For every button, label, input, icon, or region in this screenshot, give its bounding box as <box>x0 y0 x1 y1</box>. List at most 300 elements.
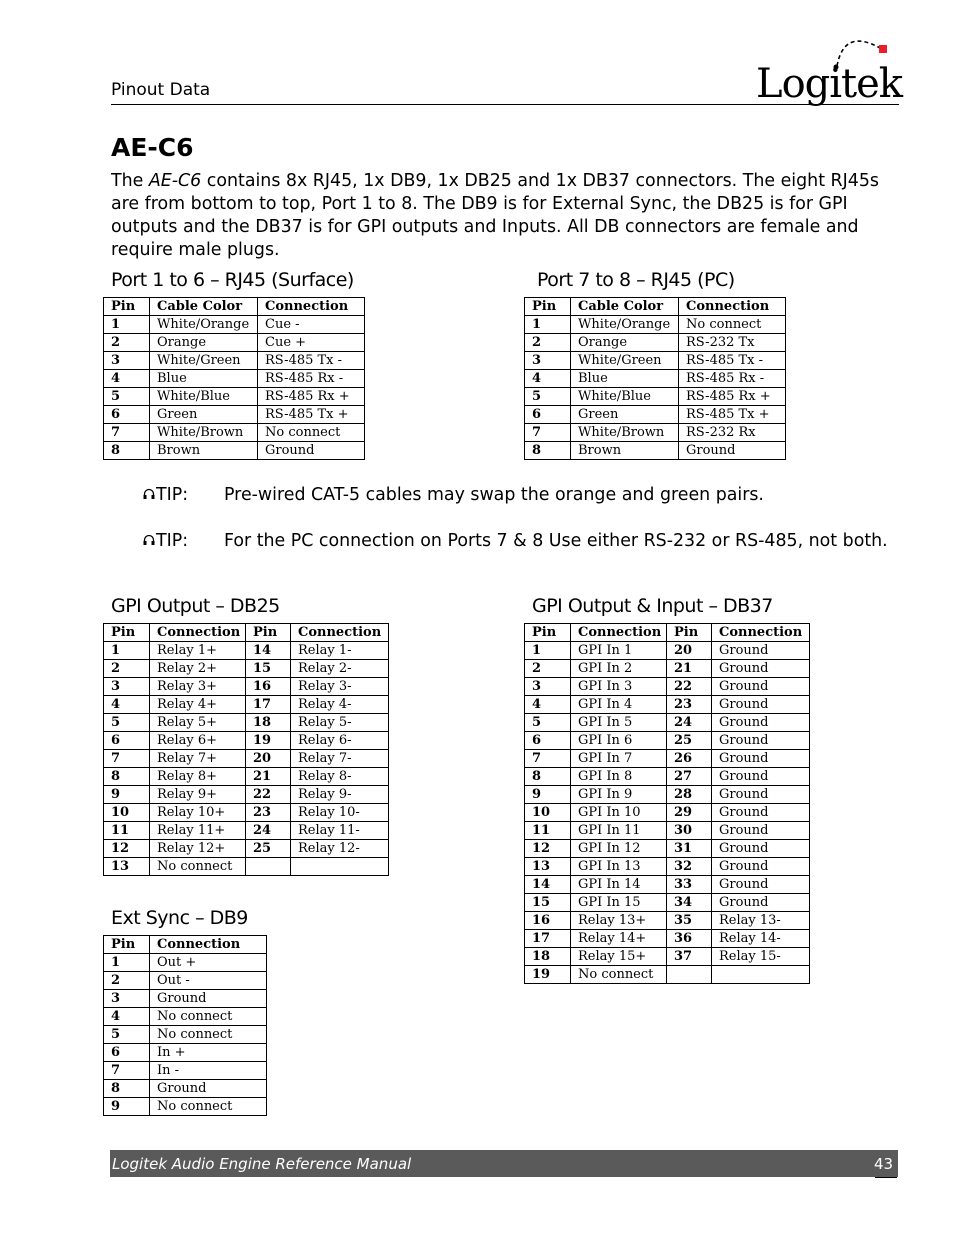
table-cell: 22 <box>667 678 712 696</box>
table-row <box>525 804 810 822</box>
table-cell: Relay 9- <box>291 786 389 804</box>
table-cell: White/Green <box>150 352 258 370</box>
table-row <box>525 948 810 966</box>
table-cell: 1 <box>525 642 571 660</box>
table-cell: Ground <box>712 732 810 750</box>
header-section-label: Pinout Data <box>111 80 211 100</box>
table-cell: 3 <box>104 990 150 1008</box>
table-cell: 5 <box>104 388 150 406</box>
table-cell: 8 <box>104 1080 150 1098</box>
table-row <box>525 786 810 804</box>
table-row <box>104 990 267 1008</box>
table-cell: Brown <box>571 442 679 460</box>
tip-label: TIP: <box>156 485 189 505</box>
table-cell: Relay 14+ <box>571 930 667 948</box>
table-cell: GPI In 4 <box>571 696 667 714</box>
table-cell: White/Orange <box>150 316 258 334</box>
table-cell: RS-232 Tx <box>679 334 786 352</box>
table-cell: 4 <box>525 696 571 714</box>
table-row <box>525 768 810 786</box>
table-cell: RS-485 Tx - <box>679 352 786 370</box>
table-cell: No connect <box>150 1098 267 1116</box>
table-cell: Ground <box>712 768 810 786</box>
table-cell: 7 <box>525 424 571 442</box>
table-cell: 26 <box>667 750 712 768</box>
column-header: Connection <box>258 298 365 316</box>
table-cell: No connect <box>258 424 365 442</box>
table-cell: Orange <box>571 334 679 352</box>
column-header: Pin <box>667 624 712 642</box>
table-cell: Ground <box>712 876 810 894</box>
table-db37 <box>524 623 810 984</box>
table-row <box>104 768 389 786</box>
table-cell: 30 <box>667 822 712 840</box>
table-cell: 11 <box>525 822 571 840</box>
table-row <box>104 786 389 804</box>
table-cell: 9 <box>104 1098 150 1116</box>
table-cell: Relay 1+ <box>150 642 246 660</box>
table-cell: RS-485 Tx + <box>258 406 365 424</box>
table-cell: 4 <box>525 370 571 388</box>
table-cell: No connect <box>150 1008 267 1026</box>
table-cell: 23 <box>667 696 712 714</box>
table-cell: 33 <box>667 876 712 894</box>
table-cell: Ground <box>150 1080 267 1098</box>
table-cell: Relay 2- <box>291 660 389 678</box>
table-cell: GPI In 12 <box>571 840 667 858</box>
table-cell: 6 <box>104 732 150 750</box>
table-cell: Cue + <box>258 334 365 352</box>
heading-db25: GPI Output – DB25 <box>111 595 280 617</box>
table-cell: Relay 12+ <box>150 840 246 858</box>
table-cell: 19 <box>246 732 291 750</box>
table-cell: Ground <box>712 750 810 768</box>
table-rj45-surface <box>103 297 365 460</box>
table-row <box>104 1008 267 1026</box>
table-cell: Relay 6- <box>291 732 389 750</box>
table-cell: 3 <box>104 352 150 370</box>
table-cell: GPI In 5 <box>571 714 667 732</box>
table-cell: GPI In 14 <box>571 876 667 894</box>
table-cell: 4 <box>104 370 150 388</box>
table-cell: 20 <box>246 750 291 768</box>
table-header-row <box>104 624 389 642</box>
table-cell: 18 <box>525 948 571 966</box>
table-cell: 32 <box>667 858 712 876</box>
table-cell: Relay 9+ <box>150 786 246 804</box>
table-cell: Ground <box>712 786 810 804</box>
table-cell: Relay 15- <box>712 948 810 966</box>
table-cell: 29 <box>667 804 712 822</box>
table-cell: Ground <box>679 442 786 460</box>
table-cell: 8 <box>525 768 571 786</box>
table-cell: 17 <box>525 930 571 948</box>
table-cell: 8 <box>525 442 571 460</box>
table-cell: 23 <box>246 804 291 822</box>
table-row <box>525 858 810 876</box>
table-cell: 20 <box>667 642 712 660</box>
table-cell: 3 <box>104 678 150 696</box>
table-row <box>104 370 365 388</box>
table-cell: Blue <box>571 370 679 388</box>
table-header-row <box>525 624 810 642</box>
table-cell: Relay 2+ <box>150 660 246 678</box>
table-cell: 27 <box>667 768 712 786</box>
table-cell: 7 <box>104 750 150 768</box>
table-cell: Relay 1- <box>291 642 389 660</box>
headphones-icon <box>143 531 156 551</box>
table-cell: 12 <box>104 840 150 858</box>
table-cell: Ground <box>712 714 810 732</box>
table-row <box>104 442 365 460</box>
column-header: Pin <box>104 298 150 316</box>
column-header: Connection <box>291 624 389 642</box>
table-cell: Relay 5+ <box>150 714 246 732</box>
table-cell: Relay 13+ <box>571 912 667 930</box>
table-cell: Relay 3- <box>291 678 389 696</box>
table-cell: 6 <box>525 732 571 750</box>
table-cell: Ground <box>712 840 810 858</box>
table-cell: RS-485 Rx + <box>679 388 786 406</box>
heading-rj45-surface: Port 1 to 6 – RJ45 (Surface) <box>111 269 354 291</box>
table-cell: 3 <box>525 678 571 696</box>
table-cell: Ground <box>712 696 810 714</box>
table-cell: 5 <box>104 714 150 732</box>
table-cell: 9 <box>525 786 571 804</box>
table-cell: White/Brown <box>571 424 679 442</box>
table-cell: 8 <box>104 768 150 786</box>
table-cell: GPI In 3 <box>571 678 667 696</box>
table-cell: Ground <box>712 822 810 840</box>
table-cell: Relay 6+ <box>150 732 246 750</box>
table-cell: 18 <box>246 714 291 732</box>
table-cell: 9 <box>104 786 150 804</box>
table-row <box>104 1080 267 1098</box>
table-cell: GPI In 11 <box>571 822 667 840</box>
column-header: Pin <box>246 624 291 642</box>
table-cell: 37 <box>667 948 712 966</box>
table-cell: Relay 7+ <box>150 750 246 768</box>
table-cell: 2 <box>104 972 150 990</box>
table-cell: Relay 13- <box>712 912 810 930</box>
table-cell: GPI In 10 <box>571 804 667 822</box>
table-cell: 1 <box>104 642 150 660</box>
table-cell: 5 <box>525 388 571 406</box>
table-cell: 5 <box>525 714 571 732</box>
table-cell <box>291 858 389 876</box>
table-cell: Cue - <box>258 316 365 334</box>
table-cell: RS-485 Tx + <box>679 406 786 424</box>
table-cell: 11 <box>104 822 150 840</box>
table-cell: 17 <box>246 696 291 714</box>
table-cell: 34 <box>667 894 712 912</box>
table-cell: 28 <box>667 786 712 804</box>
table-cell: Relay 4+ <box>150 696 246 714</box>
table-cell: 2 <box>104 334 150 352</box>
table-cell: No connect <box>150 1026 267 1044</box>
heading-rj45-pc: Port 7 to 8 – RJ45 (PC) <box>537 269 735 291</box>
table-row <box>525 714 810 732</box>
tip-2 <box>143 531 188 551</box>
headphones-icon <box>143 485 156 505</box>
table-header-row <box>104 298 365 316</box>
table-cell: GPI In 13 <box>571 858 667 876</box>
table-row <box>104 696 389 714</box>
table-row <box>525 642 810 660</box>
table-row <box>104 804 389 822</box>
table-cell: RS-485 Rx - <box>258 370 365 388</box>
table-row <box>104 750 389 768</box>
table-cell: White/Green <box>571 352 679 370</box>
table-row <box>525 316 786 334</box>
table-cell: 36 <box>667 930 712 948</box>
table-cell: 31 <box>667 840 712 858</box>
table-cell <box>667 966 712 984</box>
table-cell: Relay 4- <box>291 696 389 714</box>
footer-page-number: 43 <box>874 1155 894 1173</box>
table-cell: 1 <box>525 316 571 334</box>
table-cell: White/Orange <box>571 316 679 334</box>
table-cell: 13 <box>525 858 571 876</box>
table-cell: 24 <box>246 822 291 840</box>
table-row <box>525 442 786 460</box>
heading-db37: GPI Output & Input – DB37 <box>532 595 773 617</box>
table-cell: 8 <box>104 442 150 460</box>
table-cell: GPI In 8 <box>571 768 667 786</box>
table-cell: 15 <box>246 660 291 678</box>
table-row <box>104 678 389 696</box>
table-row <box>104 1044 267 1062</box>
table-row <box>104 334 365 352</box>
column-header: Cable Color <box>571 298 679 316</box>
tip-1-text: Pre-wired CAT-5 cables may swap the orange and green pairs. <box>224 485 764 505</box>
table-cell: 21 <box>246 768 291 786</box>
table-row <box>525 840 810 858</box>
table-cell: Relay 7- <box>291 750 389 768</box>
table-cell: Ground <box>712 894 810 912</box>
table-cell: Orange <box>150 334 258 352</box>
column-header: Cable Color <box>150 298 258 316</box>
table-cell: Green <box>150 406 258 424</box>
table-row <box>525 822 810 840</box>
table-cell: 1 <box>104 954 150 972</box>
table-cell: 7 <box>525 750 571 768</box>
table-row <box>104 424 365 442</box>
table-cell: No connect <box>150 858 246 876</box>
table-cell: 16 <box>246 678 291 696</box>
table-row <box>104 714 389 732</box>
column-header: Pin <box>525 298 571 316</box>
table-row <box>525 876 810 894</box>
table-cell: 6 <box>104 406 150 424</box>
table-cell: Relay 5- <box>291 714 389 732</box>
table-row <box>525 334 786 352</box>
table-cell: White/Blue <box>571 388 679 406</box>
table-row <box>104 858 389 876</box>
table-row <box>525 750 810 768</box>
table-row <box>104 352 365 370</box>
table-cell: 15 <box>525 894 571 912</box>
table-cell: 25 <box>246 840 291 858</box>
column-header: Connection <box>150 936 267 954</box>
heading-db9: Ext Sync – DB9 <box>111 907 248 929</box>
table-cell: Ground <box>712 642 810 660</box>
intro-paragraph <box>111 170 901 262</box>
tip-1 <box>143 485 188 505</box>
table-row <box>525 930 810 948</box>
table-row <box>525 696 810 714</box>
table-row <box>525 352 786 370</box>
table-cell: RS-485 Rx - <box>679 370 786 388</box>
column-header: Connection <box>150 624 246 642</box>
table-cell: GPI In 2 <box>571 660 667 678</box>
table-cell: White/Brown <box>150 424 258 442</box>
table-cell: 2 <box>104 660 150 678</box>
table-cell: 13 <box>104 858 150 876</box>
table-row <box>104 316 365 334</box>
table-row <box>525 406 786 424</box>
tip-2-text: For the PC connection on Ports 7 & 8 Use either RS-232 or RS-485, not both. <box>224 531 888 551</box>
table-cell: 16 <box>525 912 571 930</box>
table-cell: Relay 12- <box>291 840 389 858</box>
table-cell: Green <box>571 406 679 424</box>
logitek-logo <box>752 26 902 114</box>
table-cell: Relay 10+ <box>150 804 246 822</box>
table-row <box>104 972 267 990</box>
table-header-row <box>525 298 786 316</box>
table-cell: 3 <box>525 352 571 370</box>
table-cell: GPI In 7 <box>571 750 667 768</box>
table-row <box>104 1026 267 1044</box>
table-row <box>104 822 389 840</box>
column-header: Connection <box>712 624 810 642</box>
table-cell: 7 <box>104 1062 150 1080</box>
table-row <box>104 1098 267 1116</box>
intro-pre: The <box>111 171 149 191</box>
table-row <box>104 406 365 424</box>
table-cell: White/Blue <box>150 388 258 406</box>
table-cell: 14 <box>525 876 571 894</box>
table-cell: 19 <box>525 966 571 984</box>
page-title: AE-C6 <box>111 133 194 162</box>
table-cell: Blue <box>150 370 258 388</box>
table-cell: Relay 11- <box>291 822 389 840</box>
table-cell: 10 <box>104 804 150 822</box>
table-cell: Relay 8- <box>291 768 389 786</box>
table-cell: Ground <box>258 442 365 460</box>
column-header: Connection <box>679 298 786 316</box>
column-header: Pin <box>104 936 150 954</box>
table-cell: GPI In 15 <box>571 894 667 912</box>
table-cell: 2 <box>525 660 571 678</box>
table-cell: Ground <box>712 804 810 822</box>
table-cell: GPI In 6 <box>571 732 667 750</box>
table-cell: 35 <box>667 912 712 930</box>
table-row <box>104 732 389 750</box>
footer-rule <box>875 1177 897 1178</box>
table-cell: Relay 11+ <box>150 822 246 840</box>
table-cell: 10 <box>525 804 571 822</box>
table-cell <box>712 966 810 984</box>
column-header: Connection <box>571 624 667 642</box>
table-cell: In + <box>150 1044 267 1062</box>
table-row <box>525 424 786 442</box>
table-row <box>525 894 810 912</box>
table-row <box>104 642 389 660</box>
table-row <box>104 840 389 858</box>
table-db25 <box>103 623 389 876</box>
table-cell: Ground <box>712 660 810 678</box>
logo-wordmark: Logitek <box>756 61 903 107</box>
table-cell <box>246 858 291 876</box>
table-cell: 25 <box>667 732 712 750</box>
column-header: Pin <box>104 624 150 642</box>
table-cell: 22 <box>246 786 291 804</box>
intro-post: contains 8x RJ45, 1x DB9, 1x DB25 and 1x DB37 connectors. The eight RJ45s are from bottom to top, Port 1 to 8. The DB9 is for External Sync, the DB25 is for GPI outputs and the DB37 is for GPI outputs and Inputs. All DB connectors are female and require male plugs. <box>111 171 879 260</box>
table-row <box>525 732 810 750</box>
table-row <box>104 388 365 406</box>
table-cell: In - <box>150 1062 267 1080</box>
footer-manual-title: Logitek Audio Engine Reference Manual <box>112 1155 412 1173</box>
table-cell: 21 <box>667 660 712 678</box>
table-cell: GPI In 9 <box>571 786 667 804</box>
table-cell: 1 <box>104 316 150 334</box>
table-row <box>525 388 786 406</box>
table-cell: RS-485 Rx + <box>258 388 365 406</box>
table-cell: 12 <box>525 840 571 858</box>
table-cell: Relay 3+ <box>150 678 246 696</box>
table-row <box>104 954 267 972</box>
table-cell: RS-232 Rx <box>679 424 786 442</box>
table-row <box>104 1062 267 1080</box>
table-cell: No connect <box>679 316 786 334</box>
table-cell: 24 <box>667 714 712 732</box>
tip-label: TIP: <box>156 531 189 551</box>
table-row <box>525 678 810 696</box>
table-cell: Relay 15+ <box>571 948 667 966</box>
table-cell: Relay 8+ <box>150 768 246 786</box>
table-cell: RS-485 Tx - <box>258 352 365 370</box>
table-row <box>525 660 810 678</box>
table-db9 <box>103 935 267 1116</box>
table-rj45-pc <box>524 297 786 460</box>
table-row <box>525 966 810 984</box>
table-cell: Brown <box>150 442 258 460</box>
table-cell: Ground <box>712 858 810 876</box>
table-row <box>525 370 786 388</box>
table-cell: Ground <box>712 678 810 696</box>
table-cell: Out - <box>150 972 267 990</box>
table-cell: Relay 10- <box>291 804 389 822</box>
table-cell: 5 <box>104 1026 150 1044</box>
column-header: Pin <box>525 624 571 642</box>
table-row <box>104 660 389 678</box>
table-cell: Out + <box>150 954 267 972</box>
table-cell: GPI In 1 <box>571 642 667 660</box>
table-cell: Relay 14- <box>712 930 810 948</box>
table-header-row <box>104 936 267 954</box>
table-cell: 14 <box>246 642 291 660</box>
table-cell: No connect <box>571 966 667 984</box>
table-cell: 6 <box>104 1044 150 1062</box>
table-row <box>525 912 810 930</box>
table-cell: Ground <box>150 990 267 1008</box>
table-cell: 2 <box>525 334 571 352</box>
table-cell: 7 <box>104 424 150 442</box>
table-cell: 6 <box>525 406 571 424</box>
table-cell: 4 <box>104 1008 150 1026</box>
table-cell: 4 <box>104 696 150 714</box>
